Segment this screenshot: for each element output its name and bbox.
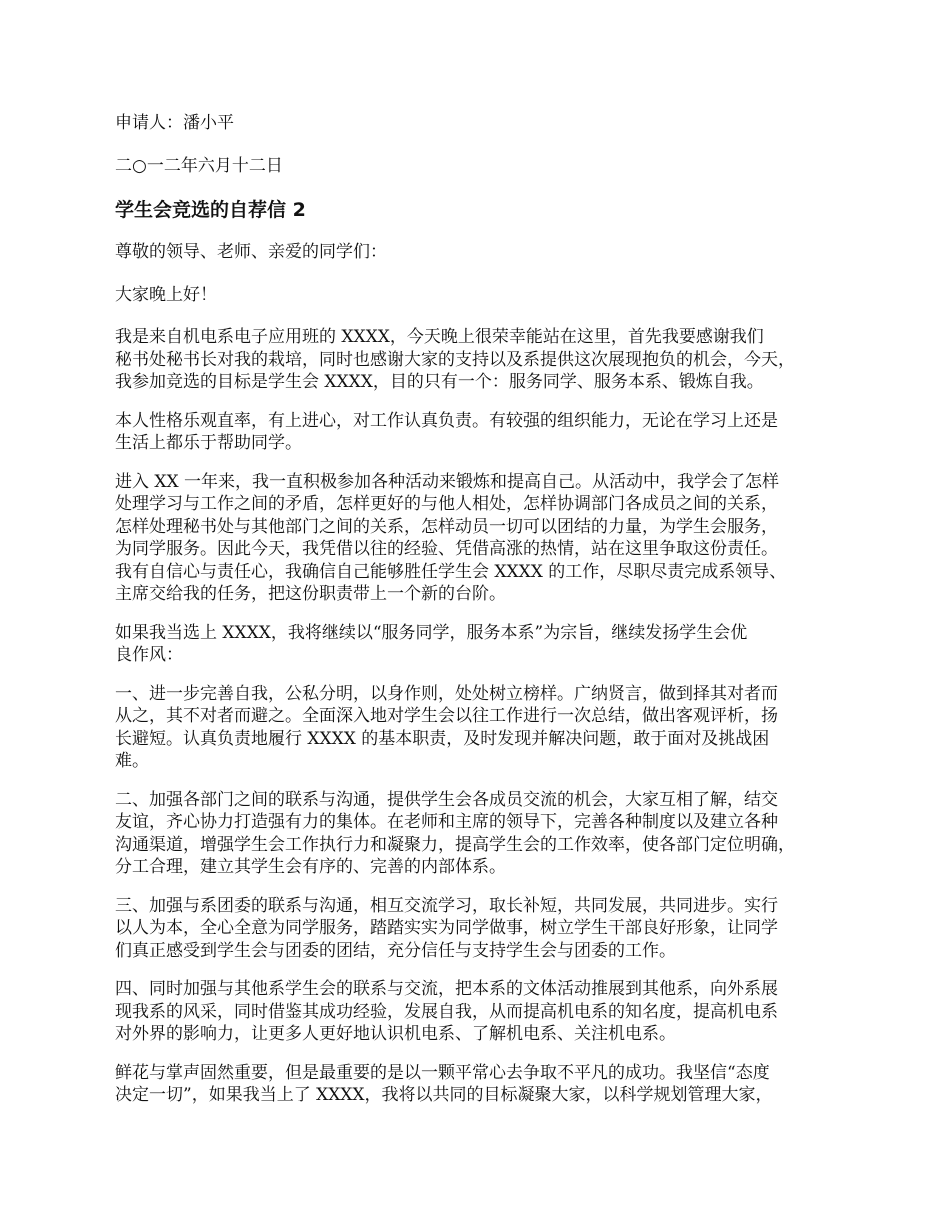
paragraph-line: 对外界的影响力，让更多人更好地认识机电系、了解机电系、关注机电系。 [115,1024,676,1044]
paragraph-line: 分工合理，建立其学生会有序的、完善的内部体系。 [115,857,506,877]
paragraph-line: 难。 [115,751,149,771]
applicant-line: 申请人：潘小平 [115,113,234,133]
paragraph-line: 沟通渠道，增强学生会工作执行力和凝聚力，提高学生会的工作效率，使各部门定位明确， [115,834,795,855]
body-paragraph [115,410,855,455]
paragraph-line: 决定一切”，如果我当上了 XXXX，我将以共同的目标凝聚大家，以科学规划管理大家， [115,1085,773,1105]
document-page [115,112,855,1123]
paragraph-line: 进入 XX 一年来，我一直积极参加各种活动来锻炼和提高自己。从活动中，我学会了怎样 [115,471,780,492]
body-paragraph [115,622,855,667]
paragraph-line: 友谊，齐心协力打造强有力的集体。在老师和主席的领导下，完善各种制度以及建立各种 [115,812,778,832]
paragraph-line: 本人性格乐观直率，有上进心，对工作认真负责。有较强的组织能力，无论在学习上还是 [115,410,778,431]
body-paragraph [115,683,855,773]
body-paragraph [115,471,855,606]
paragraph-line: 以人为本，全心全意为同学服务，踏踏实实为同学做事，树立学生干部良好形象，让同学 [115,918,778,938]
paragraph-line: 如果我当选上 XXXX，我将继续以“服务同学，服务本系”为宗旨，继续发扬学生会优 [115,622,748,643]
paragraph-line: 处理学习与工作之间的矛盾，怎样更好的与他人相处，怎样协调部门各成员之间的关系， [115,494,778,514]
paragraph-line: 们真正感受到学生会与团委的团结，充分信任与支持学生会与团委的工作。 [115,940,676,961]
paragraph-line: 鲜花与掌声固然重要，但是最重要的是以一颗平常心去争取不平凡的成功。我坚信“态度 [115,1062,770,1083]
paragraph-line: 四、同时加强与其他系学生会的联系与交流，把本系的文体活动推展到其他系，向外系展 [115,979,778,999]
body-paragraph [115,326,855,394]
salutation: 尊敬的领导、老师、亲爱的同学们： [115,242,387,262]
letter-title: 学生会竞选的自荐信 2 [115,199,306,221]
paragraph-line: 生活上都乐于帮助同学。 [115,433,302,453]
greeting: 大家晚上好！ [115,284,217,305]
paragraph-line: 我是来自机电系电子应用班的 XXXX，今天晚上很荣幸能站在这里，首先我要感谢我们 [115,327,764,347]
body-paragraph [115,895,855,963]
body-paragraph [115,1062,855,1107]
paragraph-line: 我参加竞选的目标是学生会 XXXX，目的只有一个：服务同学、服务本系、锻炼自我。 [115,372,764,392]
letter-body [115,326,855,1107]
paragraph-line: 怎样处理秘书处与其他部门之间的关系，怎样动员一切可以团结的力量，为学生会服务， [115,516,778,537]
paragraph-line: 良作风： [115,645,183,665]
paragraph-line: 主席交给我的任务，把这份职责带上一个新的台阶。 [115,584,506,604]
paragraph-line: 现我系的风采，同时借鉴其成功经验，发展自我，从而提高机电系的知名度，提高机电系 [115,1001,778,1022]
paragraph-line: 从之，其不对者而避之。全面深入地对学生会以往工作进行一次总结，做出客观评析，扬 [115,706,778,726]
paragraph-line: 三、加强与系团委的联系与沟通，相互交流学习，取长补短，共同发展，共同进步。实行 [115,895,778,916]
paragraph-line: 长避短。认真负责地履行 XXXX 的基本职责，及时发现并解决问题，敢于面对及挑战困 [115,728,770,749]
paragraph-line: 为同学服务。因此今天，我凭借以往的经验、凭借高涨的热情，站在这里争取这份责任。 [115,539,778,559]
paragraph-line: 秘书处秘书长对我的栽培，同时也感谢大家的支持以及系提供这次展现抱负的机会，今天， [115,349,795,370]
paragraph-line: 我有自信心与责任心，我确信自己能够胜任学生会 XXXX 的工作，尽职尽责完成系领导、 [115,561,787,582]
date-line: 二○一二年六月十二日 [115,155,283,176]
body-paragraph [115,789,855,879]
paragraph-line: 二、加强各部门之间的联系与沟通，提供学生会各成员交流的机会，大家互相了解，结交 [115,789,778,810]
paragraph-line: 一、进一步完善自我，公私分明，以身作则，处处树立榜样。广纳贤言，做到择其对者而 [115,683,778,704]
body-paragraph [115,978,855,1046]
